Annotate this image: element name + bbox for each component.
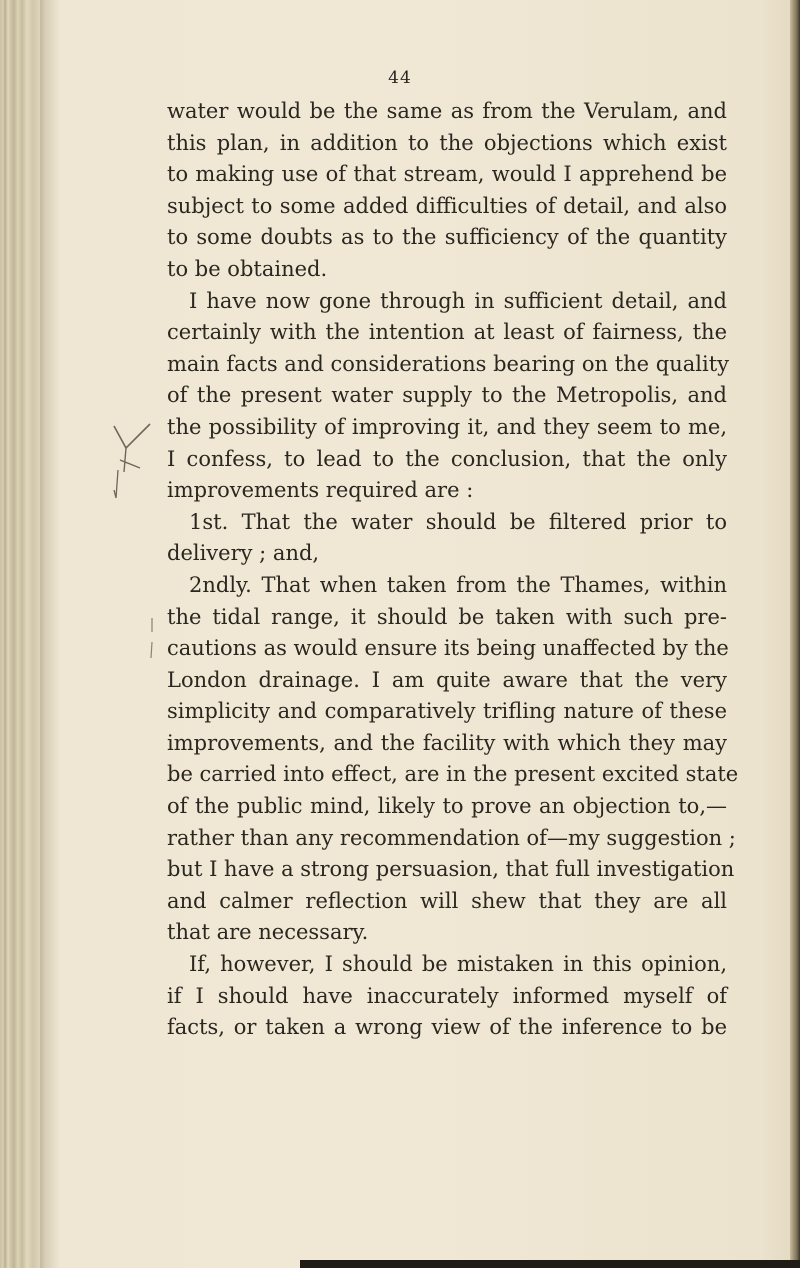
text-line: main facts and considerations bearing on the quality — [167, 351, 730, 376]
gutter-shadow — [40, 0, 60, 1268]
text-line: water would be the same as from the Verulam, and — [167, 99, 727, 123]
text-line: but I have a strong persuasion, that full investigation — [167, 857, 735, 882]
text-line: of the present water supply to the Metropolis, and — [167, 383, 727, 408]
text-line: If, however, I should be mistaken in this opinion, — [189, 952, 727, 977]
pencil-margin-mark — [110, 420, 160, 680]
text-line: of the public mind, likely to prove an objection to,— — [167, 794, 727, 819]
text-line: subject to some added difficulties of detail, and also — [167, 193, 727, 218]
text-line: be carried into effect, are in the present excited state — [167, 762, 739, 787]
page-bottom-edge — [300, 1260, 800, 1268]
text-line: 2ndly. That when taken from the Thames, within — [189, 572, 727, 597]
text-line: facts, or taken a wrong view of the inference to be — [167, 1015, 727, 1040]
text-line: and calmer reflection will shew that they are all — [167, 888, 727, 913]
book-gutter — [0, 0, 44, 1268]
text-line: that are necessary. — [167, 920, 369, 945]
text-line: if I should have inaccurately informed myself of — [167, 983, 727, 1008]
text-line: cautions as would ensure its being unaffected by the — [167, 636, 729, 661]
text-line: delivery ; and, — [167, 541, 320, 566]
text-line: certainly with the intention at least of fairness, the — [167, 320, 727, 345]
page-right-edge — [790, 0, 800, 1268]
text-line: rather than any recommendation of—my suggestion ; — [167, 825, 736, 850]
text-line: 1st. That the water should be filtered prior to — [189, 509, 727, 534]
text-line: I confess, to lead to the conclusion, that the only — [167, 446, 727, 471]
text-line: this plan, in addition to the objections which exist — [167, 130, 727, 155]
text-line: to some doubts as to the sufficiency of the quantity — [167, 225, 727, 250]
text-line: the tidal range, it should be taken with such pre- — [167, 604, 727, 629]
body-text — [167, 96, 739, 1044]
page-number: 44 — [388, 68, 412, 88]
text-line: the possibility of improving it, and they seem to me, — [167, 414, 727, 439]
text-line: to making use of that stream, would I apprehend be — [167, 162, 727, 187]
text-line: London drainage. I am quite aware that the very — [167, 667, 727, 692]
text-line: improvements required are : — [167, 478, 474, 503]
text-line: to be obtained. — [167, 256, 328, 281]
text-line: simplicity and comparatively trifling nature of these — [167, 699, 727, 724]
text-line: improvements, and the facility with which they may — [167, 730, 727, 755]
text-line: I have now gone through in sufficient detail, and — [189, 288, 727, 313]
